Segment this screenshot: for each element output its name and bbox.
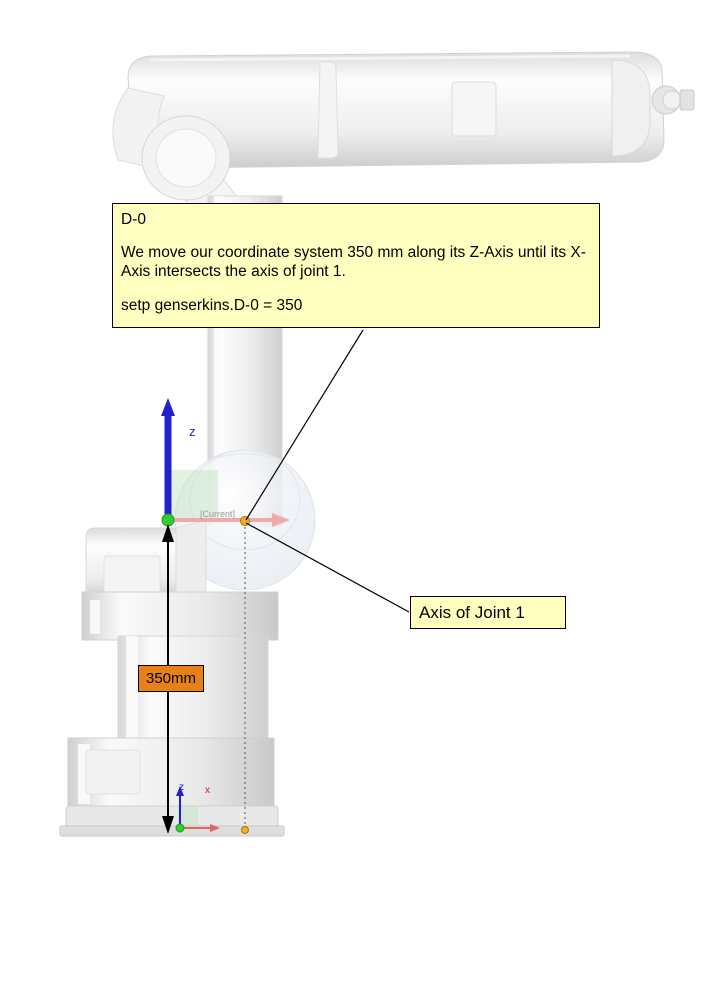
z-axis-label-lower: z — [179, 782, 184, 793]
dimension-badge-label: 350mm — [145, 670, 197, 687]
x-axis-label-lower: x — [205, 785, 210, 796]
z-axis-label-upper: z — [189, 424, 196, 439]
joint-axis-callout-label: Axis of Joint 1 — [419, 602, 525, 622]
joint-axis-callout — [410, 596, 566, 629]
current-frame-label: [Current] — [200, 509, 236, 519]
upper-coordinate-frame — [161, 398, 290, 527]
d0-callout-title: D-0 — [121, 211, 146, 228]
joint1-axis — [241, 517, 250, 834]
d0-callout-code: setp genserkins.D-0 = 350 — [121, 297, 303, 314]
dimension-badge-350mm — [138, 665, 204, 692]
leader-lines — [246, 330, 409, 612]
d0-callout — [112, 203, 600, 328]
d0-callout-paragraph: We move our coordinate system 350 mm along its Z-Axis until its X-Axis intersects the axis of joint 1. — [121, 244, 586, 280]
